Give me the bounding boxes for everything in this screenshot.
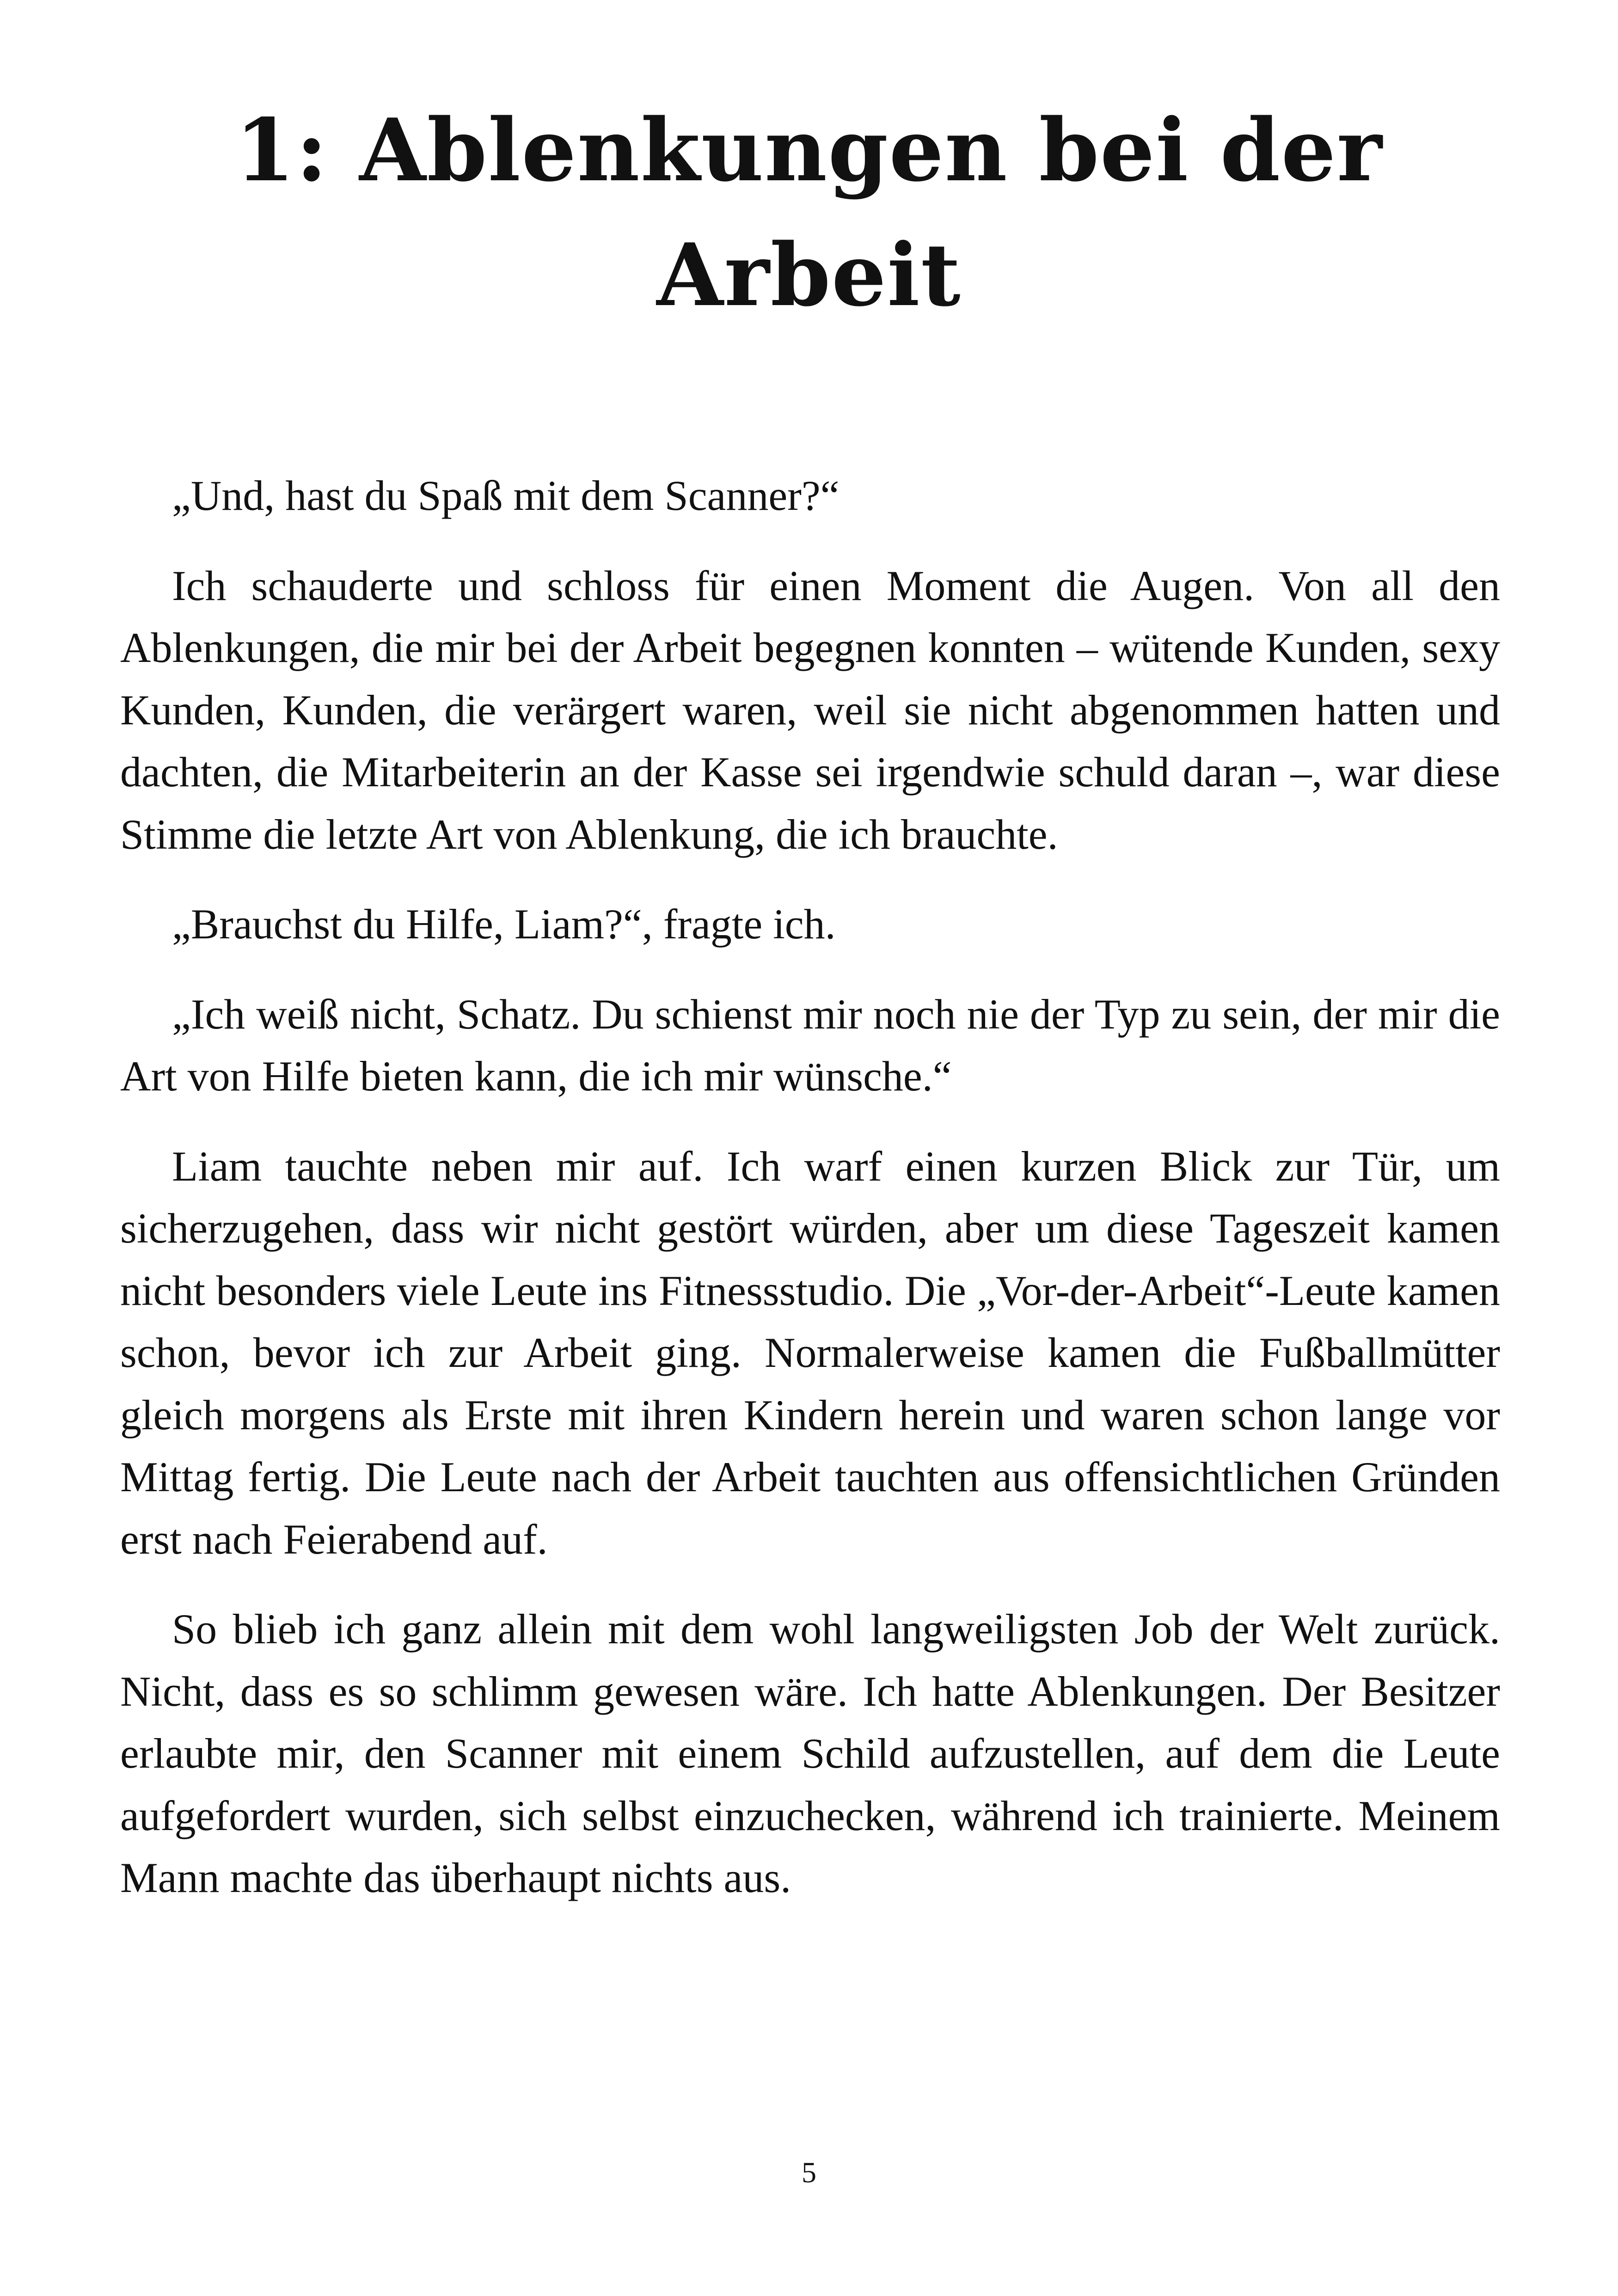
chapter-title-line-1: 1: Ablenkungen bei der [235,99,1383,201]
chapter-body [120,465,1500,1937]
chapter-title-line-2: Arbeit [656,224,962,325]
paragraph-6: So blieb ich ganz allein mit dem wohl langweiligsten Job der Welt zurück. Nicht, dass es so schlimm gewesen wäre. Ich hatte Ablenkungen. Der Besitzer erlaubte mir, den Scanner mit einem Schild aufzustellen, auf dem die Leute aufgefordert wurden, sich selbst einzuchecken, während ich trainierte. Meinem Mann machte das überhaupt nichts aus. [120,1605,1500,1901]
paragraph-2: Ich schauderte und schloss für einen Moment die Augen. Von all den Ablenkungen, die mir bei der Arbeit begegnen konnten – wütende Kunden, sexy Kunden, Kunden, die verärgert waren, weil sie nicht abgenommen hatten und dachten, die Mitarbeiterin an der Kasse sei irgendwie schuld daran –, war diese Stimme die letzte Art von Ablenkung, die ich brauchte. [120,562,1500,858]
paragraph-3: „Brauchst du Hilfe, Liam?“, fragte ich. [172,900,836,948]
chapter-title [139,88,1479,337]
paragraph-4: „Ich weiß nicht, Schatz. Du schienst mir noch nie der Typ zu sein, der mir die Art von Hilfe bieten kann, die ich mir wünsche.“ [120,990,1500,1100]
paragraph-1: „Und, hast du Spaß mit dem Scanner?“ [172,472,840,519]
page-number: 5 [802,2156,816,2189]
paragraph-5: Liam tauchte neben mir auf. Ich warf einen kurzen Blick zur Tür, um sicherzugehen, dass wir nicht gestört würden, aber um diese Tageszeit kamen nicht besonders viele Leute ins Fitnessstudio. Die „Vor-der-Arbeit“-Leute kamen schon, bevor ich zur Arbeit ging. Normalerweise kamen die Fußballmütter gleich morgens als Erste mit ihren Kindern herein und waren schon lange vor Mittag fertig. Die Leute nach der Arbeit tauchten aus offensichtlichen Gründen erst nach Feierabend auf. [120,1142,1500,1563]
